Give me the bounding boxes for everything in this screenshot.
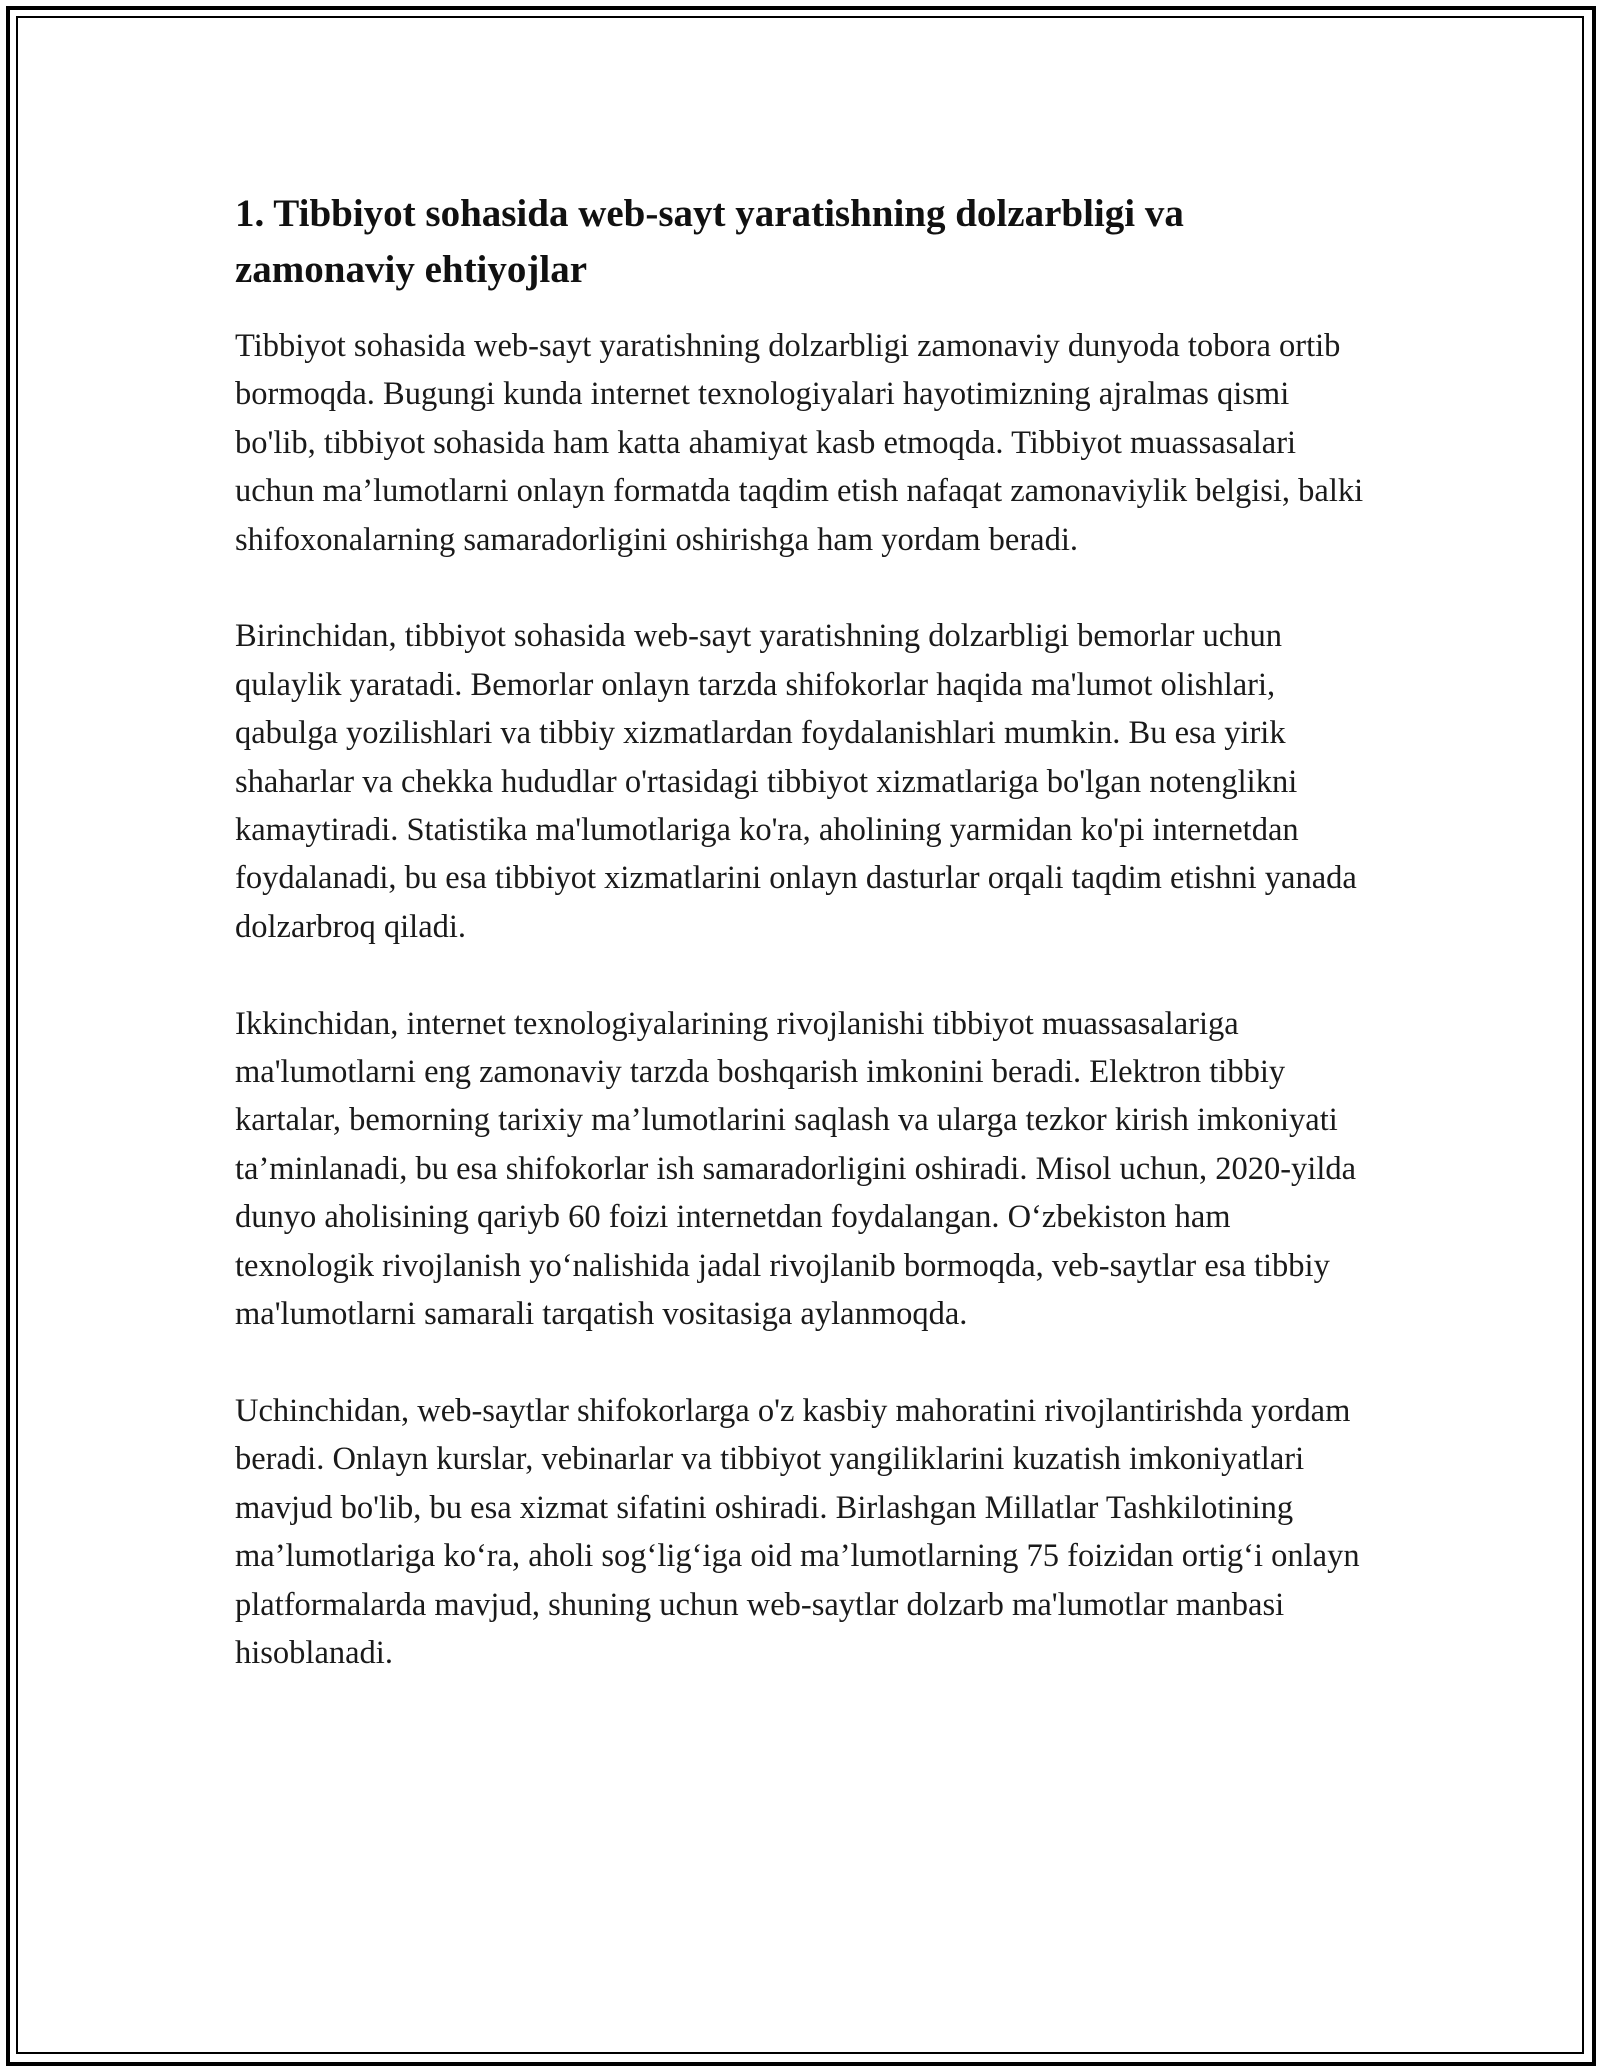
document-body [235, 186, 1365, 1726]
section-title: 1. Tibbiyot sohasida web-sayt yaratishning dolzarbligi va zamonaviy ehtiyojlar [235, 192, 1184, 291]
paragraph-third-point: Uchinchidan, web-saytlar shifokorlarga o'z kasbiy mahoratini rivojlantirishda yordam beradi. Onlayn kurslar, vebinarlar va tibbiyot yangiliklarini kuzatish imkoniyatlari mavjud bo'lib, bu esa xizmat sifatini oshiradi. Birlashgan Millatlar Tashkilotining ma’lumotlariga ko‘ra, aholi sog‘lig‘iga oid ma’lumotlarning 75 foizidan ortig‘i onlayn platformalarda mavjud, shuning uchun web-saytlar dolzarb ma'lumotlar manbasi hisoblanadi. [235, 1392, 1360, 1671]
paragraph-first-point: Birinchidan, tibbiyot sohasida web-sayt yaratishning dolzarbligi bemorlar uchun qulaylik yaratadi. Bemorlar onlayn tarzda shifokorlar haqida ma'lumot olishlari, qabulga yozilishlari va tibbiy xizmatlardan foydalanishlari mumkin. Bu esa yirik shaharlar va chekka hududlar o'rtasidagi tibbiyot xizmatlariga bo'lgan notenglikni kamaytiradi. Statistika ma'lumotlariga ko'ra, aholining yarmidan ko'pi internetdan foydalanadi, bu esa tibbiyot xizmatlarini onlayn dasturlar orqali taqdim etishni yanada dolzarbroq qiladi. [235, 618, 1357, 945]
paragraph-intro: Tibbiyot sohasida web-sayt yaratishning dolzarbligi zamonaviy dunyoda tobora ortib bormoqda. Bugungi kunda internet texnologiyalari hayotimizning ajralmas qismi bo'lib, tibbiyot sohasida ham katta ahamiyat kasb etmoqda. Tibbiyot muassasalari uchun ma’lumotlarni onlayn formatda taqdim etish nafaqat zamonaviylik belgisi, balki shifoxonalarning samaradorligini oshirishga ham yordam beradi. [235, 328, 1364, 558]
paragraph-second-point: Ikkinchidan, internet texnologiyalarining rivojlanishi tibbiyot muassasalariga ma'lumotlarni eng zamonaviy tarzda boshqarish imkonini beradi. Elektron tibbiy kartalar, bemorning tarixiy ma’lumotlarini saqlash va ularga tezkor kirish imkoniyati ta’minlanadi, bu esa shifokorlar ish samaradorligini oshiradi. Misol uchun, 2020-yilda dunyo aholisining qariyb 60 foizi internetdan foydalangan. O‘zbekiston ham texnologik rivojlanish yo‘nalishida jadal rivojlanib bormoqda, veb-saytlar esa tibbiy ma'lumotlarni samarali tarqatish vositasiga aylanmoqda. [235, 1005, 1357, 1333]
